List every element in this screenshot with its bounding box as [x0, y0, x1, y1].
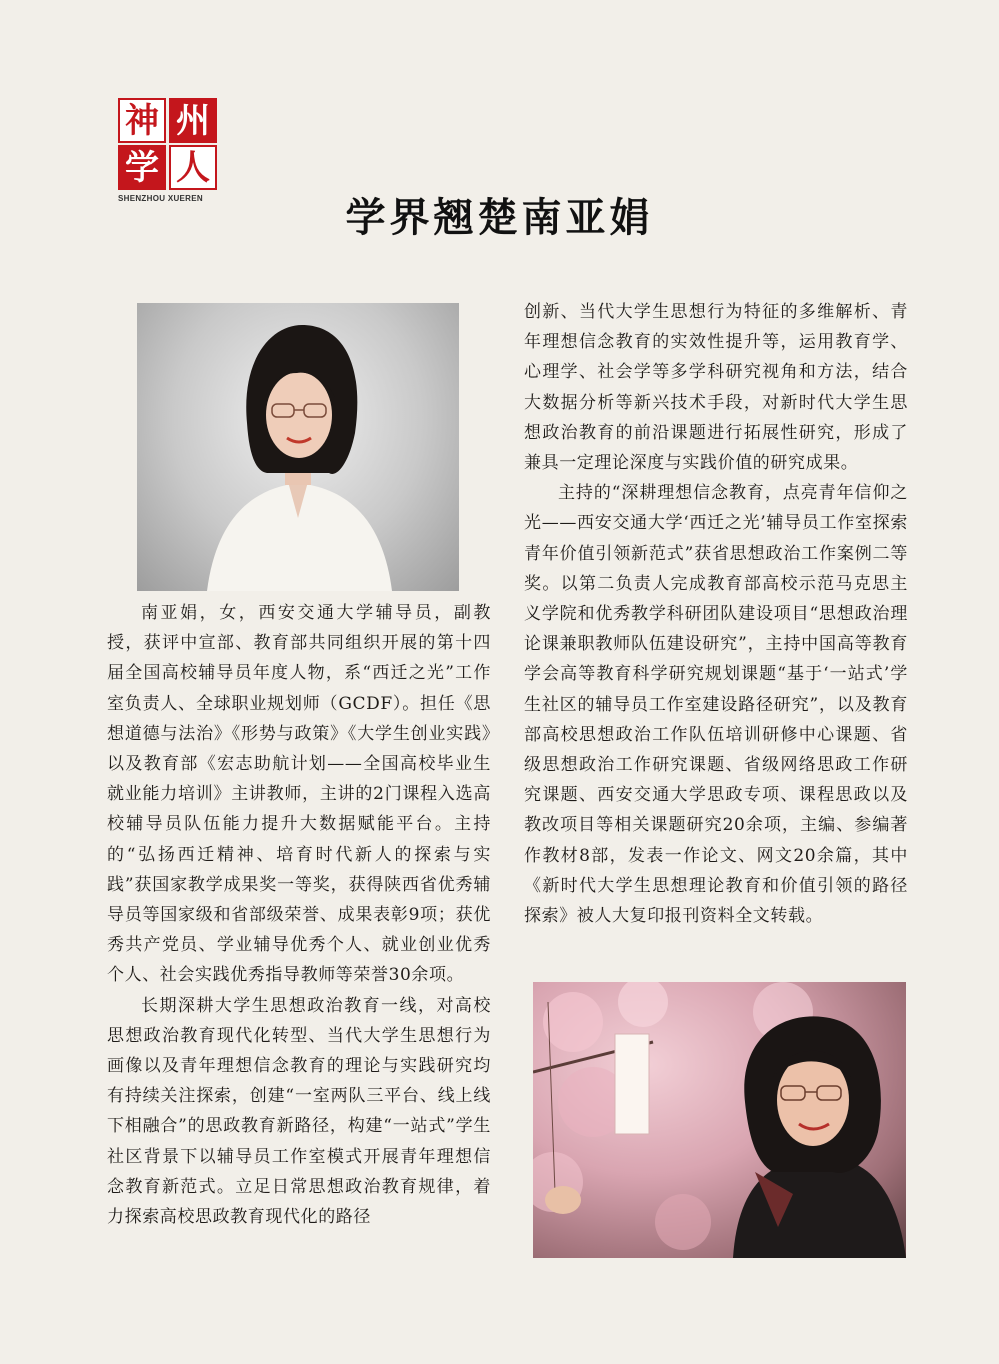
paragraph-projects: 主持的“深耕理想信念教育，点亮青年信仰之光——西安交通大学‘西迁之光’辅导员工作室探索青年价值引领新范式”获省思想政治工作案例二等奖。以第二负责人完成教育部高校示范马克思主义学院和优秀教学科研团队建设项目“思想政治理论课兼职教师队伍建设研究”，主持中国高等教育学会高等教育科学研究规划课题“基于‘一站式’学生社区的辅导员工作室建设路径研究”，以及教育部高校思想政治工作队伍培训研修中心课题、省级思想政治工作研究课题、省级网络思政工作研究课题、西安交通大学思政专项、课程思政以及教改项目等相关课题研究20余项，主编、参编著作教材8部，发表一作论文、网文20余篇，其中《新时代大学生思想理论教育和价值引领的路径探索》被人大复印报刊资料全文转载。: [524, 483, 908, 927]
cherry-blossom-photo: [533, 982, 906, 1258]
paragraph-research-continued: 创新、当代大学生思想行为特征的多维解析、青年理想信念教育的实效性提升等，运用教育学、心理学、社会学等多学科研究视角和方法，结合大数据分析等新兴技术手段，对新时代大学生思想政治教育的前沿课题进行拓展性研究，形成了兼具一定理论深度与实践价值的研究成果。: [524, 302, 908, 474]
paragraph-research: 长期深耕大学生思想政治教育一线，对高校思想政治教育现代化转型、当代大学生思想行为画像以及青年理想信念教育的理论与实践研究均有持续关注探索，创建“一室两队三平台、线上线下相融合”的思政教育新路径，构建“一站式”学生社区背景下以辅导员工作室模式开展青年理想信念教育新范式。立足日常思想政治教育规律，着力探索高校思政教育现代化的路径: [107, 995, 491, 1228]
paragraph-biography: 南亚娟，女，西安交通大学辅导员，副教授，获评中宣部、教育部共同组织开展的第十四届全国高校辅导员年度人物，系“西迁之光”工作室负责人、全球职业规划师（GCDF）。担任《思想道德与法治》《形势与政策》《大学生创业实践》以及教育部《宏志助航计划——全国高校毕业生就业能力培训》主讲教师，主讲的2门课程入选高校辅导员队伍能力提升大数据赋能平台。主持的“弘扬西迁精神、培育时代新人的探索与实践”获国家教学成果奖一等奖，获得陕西省优秀辅导员等国家级和省部级荣誉、成果表彰9项；获优秀共产党员、学业辅导优秀个人、就业创业优秀个人、社会实践优秀指导教师等荣誉30余项。: [107, 603, 491, 986]
article-title: 学界翘楚南亚娟: [345, 195, 654, 241]
logo-char-zhou: 州: [169, 98, 217, 143]
portrait-photo: [137, 303, 459, 591]
portrait-illustration: [137, 303, 459, 591]
logo-char-xue: 学: [118, 145, 166, 190]
logo-char-shen: 神: [118, 98, 166, 143]
logo-subtitle: SHENZHOU XUEREN: [118, 194, 203, 203]
body-column-right: [524, 297, 908, 931]
body-column-left: [107, 598, 491, 1232]
logo-char-ren: 人: [169, 145, 217, 190]
cherry-blossom-illustration: [533, 982, 906, 1258]
